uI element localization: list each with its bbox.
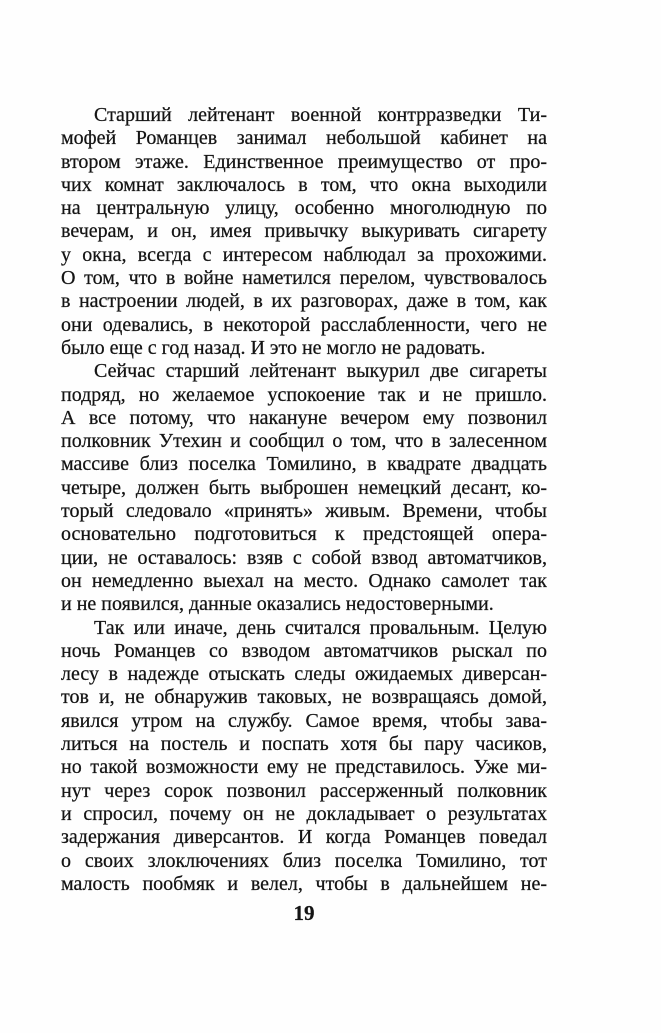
text-line: задержания диверсантов. И когда Романцев поведал: [61, 826, 547, 849]
text-line: но такой возможности ему не представилось. Уже ми-: [61, 756, 547, 779]
text-line: у окна, всегда с интересом наблюдал за прохожими.: [61, 243, 547, 266]
text-line: о своих злоключениях близ поселка Томилино, тот: [61, 849, 547, 872]
text-line: было еще с год назад. И это не могло не радовать.: [61, 336, 486, 359]
text-line: торый следовало «принять» живым. Времени, чтобы: [61, 500, 547, 523]
text-line: массиве близ поселка Томилино, в квадрате двадцать: [61, 453, 547, 476]
text-line: на центральную улицу, особенно многолюдную по: [61, 197, 547, 220]
text-line: четыре, должен быть выброшен немецкий десант, ко-: [61, 476, 547, 499]
text-line: они одевались, в некоторой расслабленности, чего не: [61, 313, 547, 336]
text-line: в настроении людей, в их разговорах, даже в том, как: [61, 290, 547, 313]
text-line: мофей Романцев занимал небольшой кабинет на: [61, 127, 547, 150]
text-line: полковник Утехин и сообщил о том, что в залесенном: [61, 430, 547, 453]
text-line: подряд, но желаемое успокоение так и не пришло.: [61, 383, 547, 406]
text-line: О том, что в войне наметился перелом, чувствовалось: [61, 267, 547, 290]
text-line: Старший лейтенант военной контрразведки Ти-: [94, 104, 547, 126]
text-line: ночь Романцев со взводом автоматчиков рыскал по: [61, 639, 547, 662]
text-line: Так или иначе, день считался провальным. Целую: [94, 616, 547, 639]
page-number: 19: [293, 901, 315, 925]
text-line: Сейчас старший лейтенант выкурил две сигареты: [94, 360, 547, 383]
text-line: ции, не оставалось: взяв с собой взвод автоматчиков,: [61, 546, 547, 569]
text-line: основательно подготовиться к предстоящей опера-: [61, 523, 547, 546]
text-line: он немедленно выехал на место. Однако самолет так: [61, 569, 547, 592]
text-line: чих комнат заключалось в том, что окна выходили: [61, 173, 547, 196]
text-line: вечерам, и он, имея привычку выкуривать сигарету: [61, 220, 547, 243]
text-line: лесу в надежде отыскать следы ожидаемых диверсан-: [61, 663, 547, 686]
text-line: малость пообмяк и велел, чтобы в дальнейшем не-: [61, 872, 547, 895]
text-line: явился утром на службу. Самое время, чтобы зава-: [61, 709, 547, 732]
text-line: А все потому, что накануне вечером ему позвонил: [61, 406, 547, 429]
text-line: и спросил, почему он не докладывает о результатах: [61, 802, 547, 825]
text-line: нут через сорок позвонил рассерженный полковник: [61, 779, 547, 802]
text-line: втором этаже. Единственное преимущество от про-: [61, 150, 547, 173]
text-line: литься на постель и поспать хотя бы пару часиков,: [61, 733, 547, 756]
text-block: [61, 104, 547, 896]
text-line: тов и, не обнаружив таковых, не возвращаясь домой,: [61, 686, 547, 709]
text-line: и не появился, данные оказались недостоверными.: [61, 593, 494, 616]
